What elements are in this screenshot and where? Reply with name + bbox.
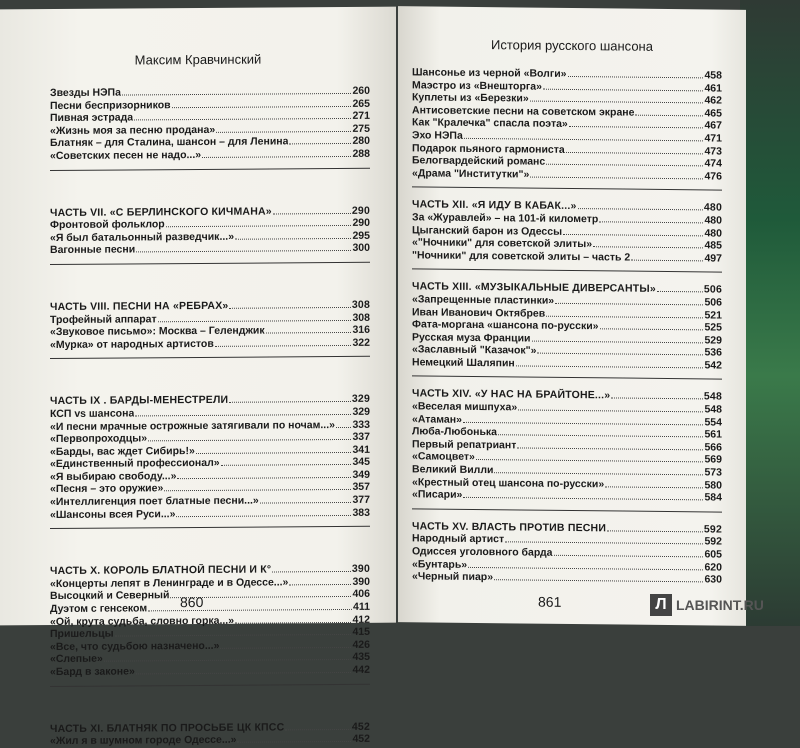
toc-entry-title: «И песни мрачные острожные затягивали по ночам...» [50, 418, 335, 433]
running-head-right: История русского шансона [491, 37, 653, 54]
toc-section [412, 66, 722, 183]
toc-entry-page: 561 [704, 428, 722, 441]
toc-section [50, 204, 370, 257]
dot-leader [657, 284, 703, 293]
toc-section [50, 299, 370, 352]
toc-entry-title: «Песня – это оружие» [50, 482, 164, 496]
toc-entry-page: 465 [704, 107, 722, 120]
page-number-left: 860 [180, 593, 204, 611]
toc-entry-page: 630 [704, 573, 722, 586]
dot-leader [518, 402, 703, 412]
toc-entry-page: 485 [704, 239, 722, 252]
dot-leader [569, 119, 704, 129]
dot-leader [229, 300, 350, 309]
toc-entry-title: «Крестный отец шансона по-русски» [412, 475, 605, 490]
right-page [398, 6, 746, 626]
left-page [0, 7, 396, 748]
dot-leader [196, 444, 352, 453]
toc-entry-page: 290 [351, 204, 370, 217]
toc-entry-title: «Звуковое письмо»: Москва – Геленджик [50, 324, 265, 339]
toc-entry-title: «"Ночники" для советской элиты» [412, 236, 593, 251]
toc-entry-page: 300 [352, 242, 370, 255]
toc-entry-title: Пивная эстрада [50, 111, 134, 125]
dot-leader [530, 169, 703, 179]
toc-entry-title: Одиссея уголовного барда [412, 545, 553, 559]
toc-entry-page: 406 [352, 588, 370, 601]
dot-leader [498, 427, 703, 437]
dot-leader [532, 333, 704, 343]
toc-entry-page: 435 [352, 651, 370, 664]
toc-section [412, 199, 722, 265]
toc-entry-page: 473 [704, 144, 722, 158]
toc-entry-title: ЧАСТЬ XI. БЛАТНЯК ПО ПРОСЬБЕ ЦК КПСС [50, 720, 285, 735]
toc-entry-title: Подарок пьяного гармониста [412, 141, 565, 156]
toc-entry-page: 288 [352, 147, 370, 160]
toc-entry-title: «Слепые» [50, 653, 103, 666]
toc-entry-title: ЧАСТЬ XIV. «У НАС НА БРАЙТОНЕ...» [412, 387, 611, 402]
toc-entry-title: «Жизнь моя за песню продана» [50, 123, 216, 137]
toc-entry-page: 271 [352, 109, 370, 123]
dot-leader [134, 111, 351, 121]
dot-leader [115, 627, 352, 637]
section-divider [412, 187, 722, 191]
toc-entry-page: 467 [704, 119, 722, 132]
toc-entry-title: «Первопроходцы» [50, 432, 148, 446]
dot-leader [136, 665, 352, 675]
dot-leader [516, 358, 704, 368]
toc-entry-page: 333 [352, 418, 370, 431]
toc-entry-title: «Барды, вас ждет Сибирь!» [50, 444, 195, 458]
dot-leader [215, 337, 352, 346]
toc-entry-page: 474 [704, 157, 722, 170]
toc-section [412, 520, 722, 586]
toc-entry-page: 536 [704, 346, 722, 359]
toc-entry [412, 489, 722, 505]
toc-entry-title: Вагонные песни [50, 243, 136, 257]
dot-leader [635, 107, 703, 116]
toc-entry-title: ЧАСТЬ XII. «Я ИДУ В КАБАК...» [412, 198, 577, 213]
toc-entry-title: Блатняк – для Сталина, шансон – для Ленина [50, 135, 289, 150]
toc-entry-page: 345 [352, 456, 370, 469]
toc-entry-title: Народный артист [412, 532, 505, 546]
dot-leader [543, 81, 704, 91]
dot-leader [235, 230, 351, 239]
toc-entry-page: 383 [352, 506, 370, 519]
dot-leader [463, 414, 704, 425]
dot-leader [122, 86, 352, 96]
dot-leader [104, 652, 352, 662]
toc-entry-page: 480 [704, 214, 722, 227]
dot-leader [336, 419, 352, 427]
toc-entry-title: ЧАСТЬ VIII. ПЕСНИ НА «РЕБРАХ» [50, 299, 229, 313]
toc-entry-title: «Писари» [412, 488, 463, 502]
toc-entry-title: Цыганский барон из Одессы [412, 223, 563, 238]
dot-leader [476, 452, 704, 463]
dot-leader [260, 495, 352, 504]
dot-leader [463, 490, 703, 501]
toc-entry-title: «Я выбираю свободу...» [50, 470, 177, 483]
section-divider [50, 262, 370, 265]
toc-entry-page: 377 [352, 493, 370, 506]
dot-leader [505, 534, 703, 544]
dot-leader [289, 136, 351, 145]
dot-leader [272, 564, 351, 573]
toc-entry-page: 452 [351, 720, 370, 733]
toc-entry-title: «Атаман» [412, 412, 462, 426]
toc-entry-page: 605 [704, 548, 722, 561]
toc-entry-page: 506 [704, 296, 722, 309]
toc-entry-title: «Заславный "Казачок"» [412, 343, 537, 357]
section-divider [50, 356, 370, 359]
toc-entry-page: 295 [352, 229, 370, 242]
toc-entry-title: Фронтовой фольклор [50, 218, 165, 232]
toc-entry-page: 548 [704, 403, 722, 416]
toc-entry-title: Дуэтом с генсеком [50, 602, 148, 616]
dot-leader [555, 295, 703, 305]
toc-left [50, 85, 370, 748]
toc-entry-page: 452 [352, 732, 370, 746]
toc-entry-title: «Мурка» от народных артистов [50, 337, 214, 351]
toc-section [412, 281, 722, 372]
toc-entry-title: Антисоветские песни на советском экране [412, 104, 635, 119]
dot-leader [494, 465, 703, 476]
toc-entry-title: «Советских песен не надо...» [50, 148, 202, 163]
dot-leader [605, 479, 703, 488]
toc-entry-page: 329 [351, 393, 370, 406]
section-divider [412, 269, 722, 273]
toc-entry-page: 308 [352, 311, 370, 324]
toc-entry-page: 462 [704, 94, 722, 107]
labirint-logo: Л [650, 594, 672, 616]
toc-entry-page: 260 [352, 84, 370, 97]
dot-leader [546, 157, 703, 167]
toc-entry-title: Белогвардейский романс [412, 154, 546, 168]
dot-leader [221, 457, 352, 466]
toc-entry-page: 390 [351, 563, 370, 576]
toc-entry-page: 458 [704, 69, 722, 82]
toc-entry-page: 554 [704, 416, 722, 429]
toc-entry-title: Русская муза Франции [412, 331, 531, 345]
toc-entry-title: «Я был батальонный разведчик...» [50, 230, 235, 244]
toc-entry-page: 308 [351, 298, 370, 311]
dot-leader [600, 321, 704, 330]
toc-section [50, 85, 370, 163]
toc-entry-page: 316 [352, 323, 370, 337]
toc-section [50, 563, 370, 679]
dot-leader [494, 572, 703, 583]
toc-entry-page: 329 [352, 405, 370, 418]
toc-entry-title: КСП vs шансона [50, 407, 135, 420]
dot-leader [273, 205, 351, 214]
toc-entry-page: 542 [704, 359, 722, 372]
dot-leader [148, 432, 351, 442]
toc-entry-title: «Концерты лепят в Ленинграде и в Одессе...» [50, 576, 289, 590]
dot-leader [607, 523, 703, 532]
dot-leader [599, 214, 703, 223]
toc-entry-page: 620 [704, 560, 722, 574]
toc-entry [412, 356, 722, 372]
toc-entry-title: Фата-моргана «шансона по-русски» [412, 318, 599, 333]
toc-entry-page: 265 [352, 97, 370, 110]
toc-section [412, 388, 722, 505]
toc-entry-title: «Интеллигенция поет блатные песни...» [50, 494, 259, 509]
toc-entry-title: Великий Вилли [412, 463, 494, 477]
toc-entry-title: «Все, что судьбою назначено...» [50, 639, 220, 653]
toc-entry-title: ЧАСТЬ XIII. «МУЗЫКАЛЬНЫЕ ДИВЕРСАНТЫ» [412, 280, 656, 296]
dot-leader [176, 507, 351, 517]
toc-section [50, 720, 370, 747]
toc-entry-title: Иван Иванович Октябрев [412, 305, 546, 320]
toc-entry-page: 480 [704, 226, 722, 240]
section-divider [50, 683, 370, 686]
dot-leader [166, 218, 352, 228]
dot-leader [468, 559, 703, 570]
toc-entry-title: ЧАСТЬ X. КОРОЛЬ БЛАТНОЙ ПЕСНИ И К° [50, 563, 272, 578]
toc-entry [50, 337, 370, 352]
toc-entry-title: За «Журавлей» – на 101-й километр [412, 211, 599, 226]
toc-entry-title: ЧАСТЬ IX . БАРДЫ-МЕНЕСТРЕЛИ [50, 394, 229, 408]
toc-entry-title: «Бунтарь» [412, 557, 468, 571]
toc-entry-page: 521 [704, 308, 722, 322]
toc-entry-title: «Шансоны всея Руси...» [50, 507, 176, 521]
dot-leader [237, 734, 351, 743]
dot-leader [578, 201, 703, 211]
toc-entry-title: Шансонье из черной «Волги» [412, 66, 567, 80]
dot-leader [537, 346, 703, 356]
toc-entry-page: 290 [352, 216, 370, 230]
toc-entry-title: Высоцкий и Северный [50, 589, 170, 603]
toc-entry-page: 275 [352, 122, 370, 135]
dot-leader [136, 243, 351, 253]
toc-entry-page: 569 [704, 453, 722, 467]
toc-entry [50, 148, 370, 163]
dot-leader [220, 639, 351, 648]
dot-leader [216, 123, 351, 132]
toc-entry-title: Куплеты из «Березки» [412, 91, 529, 105]
toc-entry-page: 415 [352, 626, 370, 639]
toc-entry [50, 733, 370, 748]
toc-entry [412, 167, 722, 183]
toc-entry-page: 412 [352, 613, 370, 626]
toc-entry-page: 337 [352, 430, 370, 444]
toc-entry-page: 341 [352, 443, 370, 456]
dot-leader [235, 614, 351, 623]
toc-entry-title: Первый репатриант [412, 438, 517, 452]
section-divider [412, 508, 722, 512]
dot-leader [172, 98, 352, 108]
toc-entry [412, 571, 722, 587]
dot-leader [158, 312, 352, 322]
toc-entry-page: 461 [704, 81, 722, 95]
toc-entry-page: 592 [703, 523, 722, 536]
toc-entry-page: 592 [704, 535, 722, 548]
toc-entry-page: 322 [352, 336, 370, 349]
toc-entry-title: Люба-Любонька [412, 425, 498, 439]
toc-entry-page: 525 [704, 321, 722, 334]
toc-entry-title: Звезды НЭПа [50, 86, 121, 100]
toc-entry-page: 580 [704, 479, 722, 492]
dot-leader [229, 394, 351, 403]
toc-entry-title: Песни беспризорников [50, 98, 171, 112]
toc-entry-page: 548 [703, 390, 722, 404]
toc-entry-title: «Веселая мишпуха» [412, 400, 518, 414]
dot-leader [593, 239, 703, 248]
dot-leader [164, 482, 351, 492]
dot-leader [563, 226, 703, 236]
toc-entry-page: 280 [352, 135, 370, 148]
toc-entry-page: 566 [704, 441, 722, 454]
dot-leader [177, 469, 351, 479]
toc-entry-page: 506 [703, 283, 722, 296]
background-cover [740, 0, 800, 626]
toc-entry-title: ЧАСТЬ XV. ВЛАСТЬ ПРОТИВ ПЕСНИ [412, 520, 607, 535]
dot-leader [517, 440, 703, 450]
dot-leader [285, 721, 351, 730]
toc-entry-title: Маэстро из «Внешторга» [412, 78, 542, 93]
toc-section [50, 393, 370, 521]
dot-leader [464, 130, 704, 141]
toc-entry-page: 442 [352, 663, 370, 676]
dot-leader [135, 406, 351, 416]
toc-entry-page: 471 [704, 132, 722, 145]
dot-leader [554, 547, 704, 557]
toc-entry-page: 480 [703, 201, 722, 214]
dot-leader [289, 576, 351, 585]
toc-entry-page: 497 [704, 252, 722, 265]
dot-leader [568, 69, 704, 79]
toc-entry-title: "Ночники" для советской элиты – часть 2 [412, 249, 631, 264]
toc-entry-title: «Ой, крута судьба, словно горка...» [50, 614, 235, 628]
toc-right [412, 66, 722, 586]
dot-leader [148, 602, 352, 612]
watermark-text: LABIRINT.RU [676, 597, 764, 613]
section-divider [50, 167, 370, 170]
dot-leader [202, 149, 351, 158]
toc-entry [50, 664, 370, 679]
dot-leader [530, 93, 704, 103]
page-number-right: 861 [538, 593, 562, 610]
toc-entry-page: 476 [704, 170, 722, 183]
toc-entry-page: 411 [353, 600, 370, 613]
toc-entry-page: 349 [352, 468, 370, 481]
toc-entry-page: 584 [704, 491, 722, 504]
toc-entry-page: 390 [352, 575, 370, 588]
dot-leader [631, 252, 703, 261]
toc-entry-page: 529 [704, 334, 722, 347]
dot-leader [566, 144, 704, 154]
dot-leader [546, 308, 703, 318]
toc-entry-title: Пришельцы [50, 627, 114, 641]
toc-entry-title: «Бард в законе» [50, 665, 135, 679]
toc-entry-title: Немецкий Шаляпин [412, 356, 515, 370]
toc-entry-title: «Черный пиар» [412, 570, 494, 584]
toc-entry [50, 242, 370, 257]
section-divider [50, 526, 370, 529]
toc-entry [412, 249, 722, 265]
toc-entry-title: «Жил я в шумном городе Одессе...» [50, 733, 237, 748]
toc-entry [50, 506, 370, 521]
toc-entry-title: Эхо НЭПа [412, 129, 463, 142]
toc-entry-title: Трофейный аппарат [50, 312, 157, 326]
toc-entry-title: «Единственный профессионал» [50, 457, 220, 471]
toc-entry-title: «Запрещенные пластинки» [412, 293, 555, 307]
toc-entry-page: 357 [352, 481, 370, 494]
running-head-left: Максим Кравчинский [134, 51, 262, 68]
toc-entry-page: 426 [352, 638, 370, 651]
toc-entry-title: «Драма "Институтки"» [412, 167, 530, 181]
section-divider [412, 376, 722, 380]
dot-leader [266, 325, 352, 334]
toc-entry-page: 573 [704, 466, 722, 479]
toc-entry-title: Как "Кралечка" спасла поэта» [412, 116, 568, 131]
toc-entry-title: «Самоцвет» [412, 450, 475, 464]
dot-leader [611, 391, 703, 400]
toc-entry-title: ЧАСТЬ VII. «С БЕРЛИНСКОГО КИЧМАНА» [50, 205, 272, 219]
